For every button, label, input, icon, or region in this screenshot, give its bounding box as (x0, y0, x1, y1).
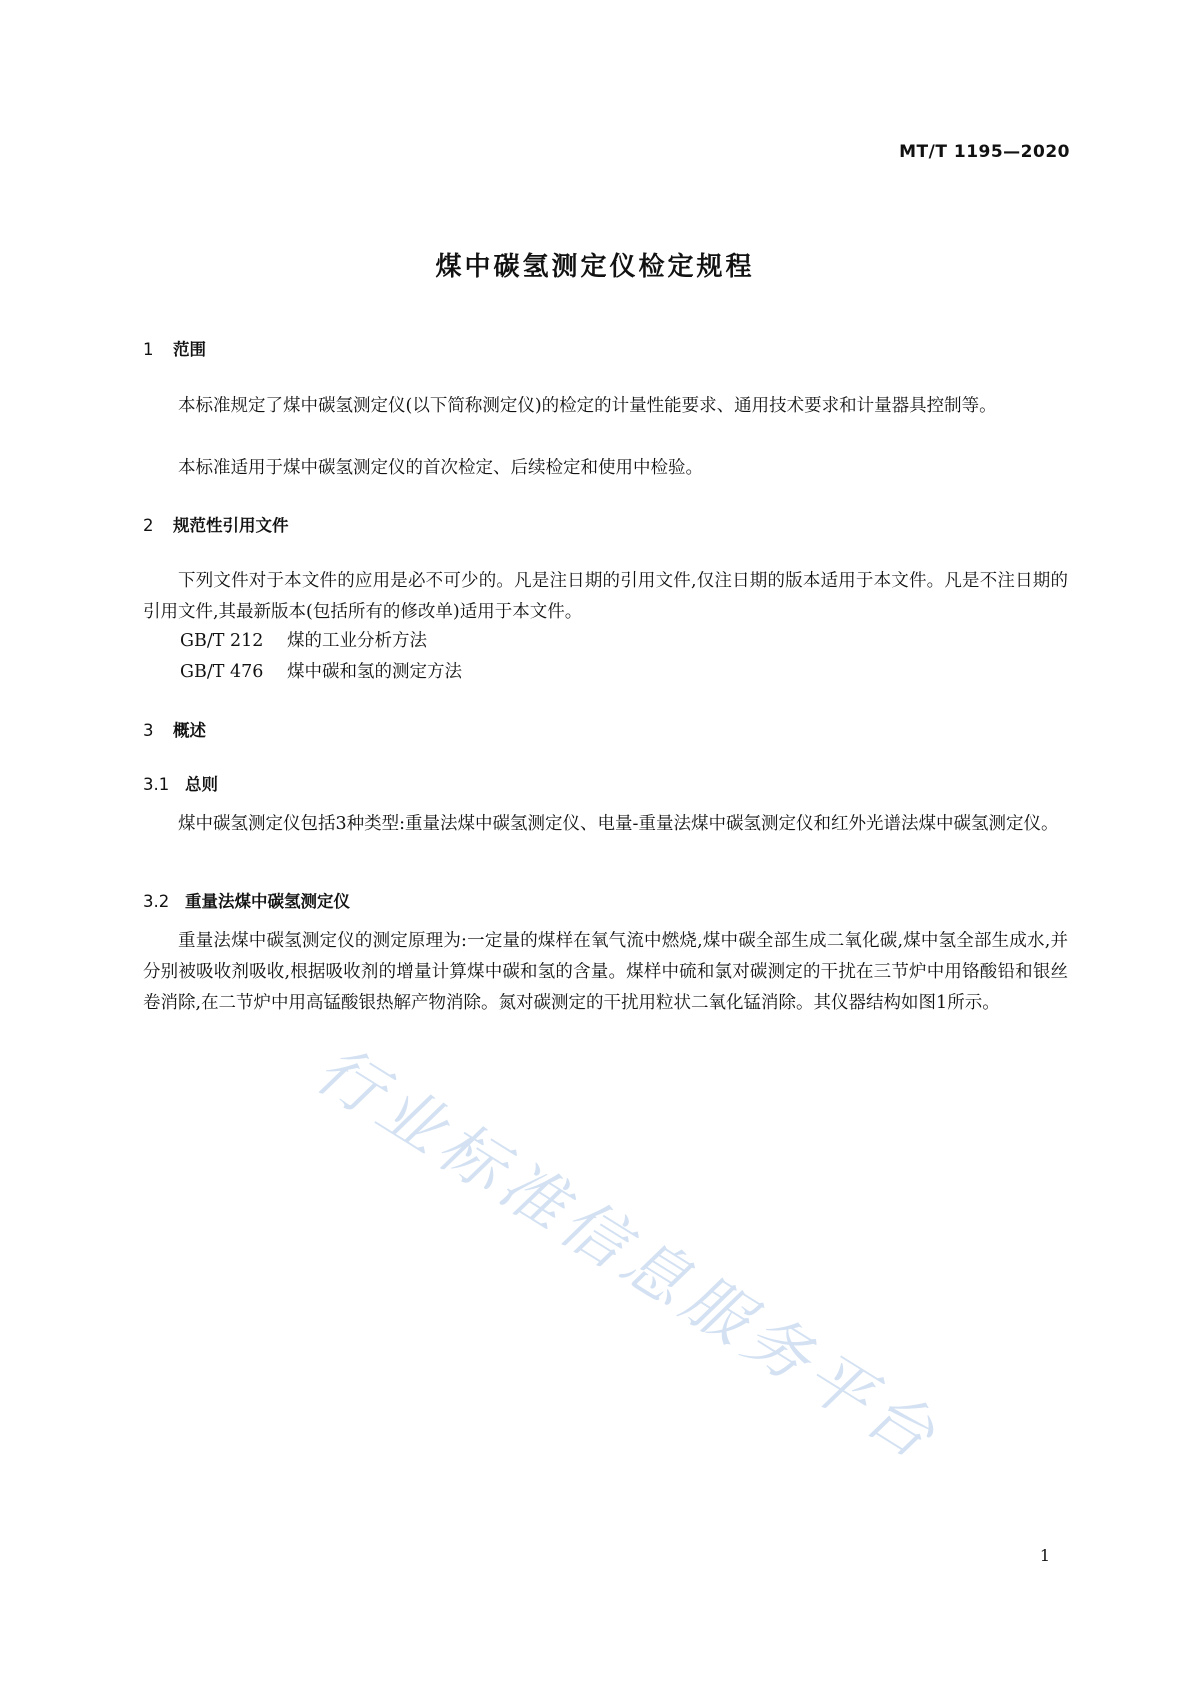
page-number: 1 (1039, 1546, 1050, 1565)
standard-code: MT/T 1195—2020 (899, 142, 1070, 162)
reference-item (180, 626, 427, 657)
section-3-heading (143, 717, 206, 741)
section-3-2-number: 3.2 (143, 892, 170, 911)
scope-paragraph-1: 本标准规定了煤中碳氢测定仪(以下简称测定仪)的检定的计量性能要求、通用技术要求和计量器具控制等。 (178, 396, 997, 416)
section-3-1-title: 总则 (185, 775, 218, 794)
reference-name: 煤中碳和氢的测定方法 (287, 662, 462, 682)
section-3-1-heading (143, 771, 218, 795)
references-intro-paragraph: 下列文件对于本文件的应用是必不可少的。凡是注日期的引用文件,仅注日期的版本适用于本文件。凡是不注日期的引用文件,其最新版本(包括所有的修改单)适用于本文件。 (143, 571, 1068, 622)
section-3-1-number: 3.1 (143, 775, 170, 794)
gravimetric-principle-paragraph: 重量法煤中碳氢测定仪的测定原理为:一定量的煤样在氧气流中燃烧,煤中碳全部生成二氧化碳,煤中氢全部生成水,并分别被吸收剂吸收,根据吸收剂的增量计算煤中碳和氢的含量。煤样中硫和氯对碳测定的干扰在三节炉中用铬酸铅和银丝卷消除,在二节炉中用高锰酸银热解产物消除。氮对碳测定的干扰用粒状二氧化锰消除。其仪器结构如图1所示。 (143, 931, 1068, 1013)
reference-code: GB/T 212 (180, 631, 264, 651)
overview-paragraph: 煤中碳氢测定仪包括3种类型:重量法煤中碳氢测定仪、电量-重量法煤中碳氢测定仪和红外光谱法煤中碳氢测定仪。 (178, 814, 1059, 834)
scope-paragraph-2: 本标准适用于煤中碳氢测定仪的首次检定、后续检定和使用中检验。 (178, 458, 703, 478)
section-1-heading (143, 336, 206, 360)
section-1-title: 范围 (173, 340, 206, 359)
section-3-2-heading (143, 888, 350, 912)
section-3-title: 概述 (173, 721, 206, 740)
section-2-number: 2 (143, 516, 154, 535)
section-2-heading (143, 512, 289, 536)
section-2-title: 规范性引用文件 (173, 516, 289, 535)
reference-code: GB/T 476 (180, 662, 264, 682)
reference-name: 煤的工业分析方法 (287, 631, 427, 651)
section-3-2-title: 重量法煤中碳氢测定仪 (185, 892, 350, 911)
section-1-number: 1 (143, 340, 154, 359)
document-title: 煤中碳氢测定仪检定规程 (435, 252, 755, 282)
watermark: 行业标准信息服务平台 (302, 1032, 953, 1478)
section-3-number: 3 (143, 721, 154, 740)
reference-item (180, 657, 462, 688)
